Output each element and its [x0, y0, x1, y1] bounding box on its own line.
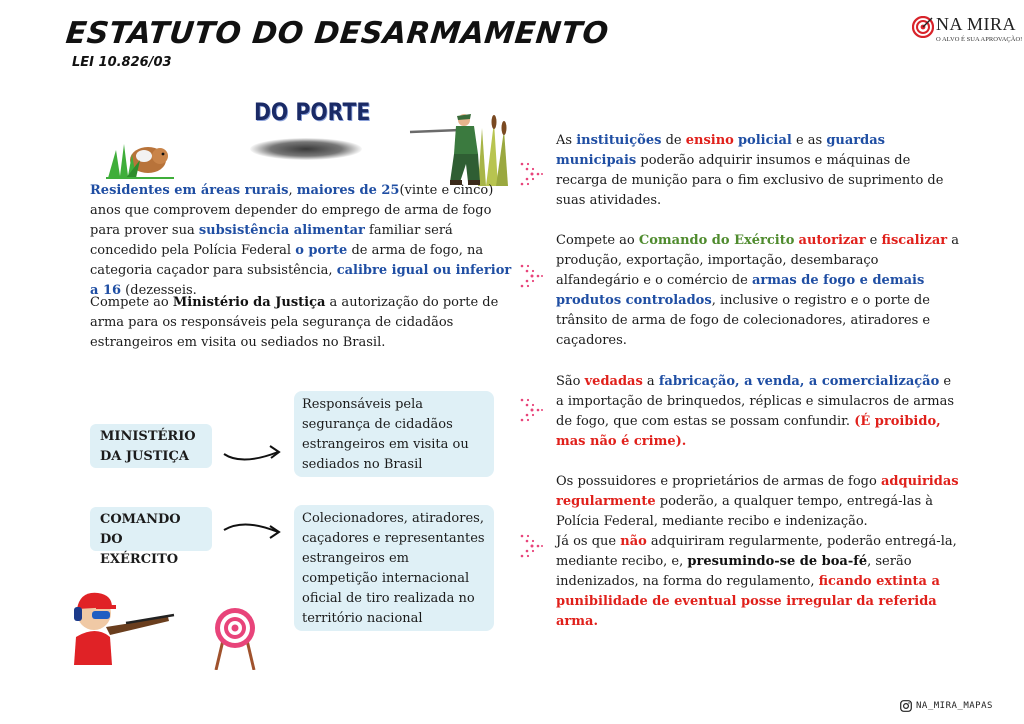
controlled-products-highlight: armas de fogo e demais produtos controlados	[556, 273, 925, 308]
text-span: (vinte e cinco) anos que comprovem depender do emprego de arma de fogo para prover sua	[90, 183, 494, 238]
text-span: familiar será concedido pela Polícia Federal	[90, 223, 453, 258]
law-subtitle: LEI 10.826/03	[72, 55, 172, 70]
target-logo-icon	[912, 16, 934, 38]
caliber-highlight: calibre igual ou inferior a 16	[90, 263, 512, 298]
not-highlight: não	[620, 534, 647, 549]
municipal-guards-highlight: guardas municipais	[556, 133, 885, 168]
chevron-right-icon	[518, 396, 546, 424]
text-span: Os possuidores e proprietários de armas de fogo	[556, 474, 881, 489]
police-highlight: policial	[737, 133, 792, 148]
target-illustration-icon	[212, 606, 258, 670]
text-span: Compete ao	[90, 295, 173, 310]
text-span: poderão adquirir insumos e máquinas de recarga de munição para o fim exclusivo de suprimento de suas atividades.	[556, 153, 944, 208]
page-title: ESTATUTO DO DESARMAMENTO	[64, 16, 611, 51]
age-highlight: maiores de 25	[296, 183, 400, 198]
instagram-icon	[900, 700, 912, 712]
brand-tagline: O ALVO É SUA APROVAÇÃO!	[936, 36, 1023, 43]
text-span: Compete ao	[556, 233, 639, 248]
chevron-right-icon	[518, 160, 546, 188]
curved-arrow-icon	[222, 440, 284, 466]
teaching-highlight: ensino	[685, 133, 734, 148]
brand-logo	[912, 12, 1023, 52]
ministry-label-box: MINISTÉRIO DA JUSTIÇA	[90, 424, 212, 468]
army-command-description-box: Colecionadores, atiradores, caçadores e representantes estrangeiros em competição internacional oficial de tiro realizada no território nacional	[294, 505, 494, 631]
text-span: a autorização do porte de arma para os responsáveis pela segurança de cidadãos estrangeiros em visita ou sediados no Brasil.	[90, 295, 499, 350]
army-command-paragraph	[556, 231, 962, 351]
title-shadow-decoration	[250, 138, 362, 160]
text-span: e	[865, 233, 882, 248]
authorize-highlight: autorizar	[798, 233, 866, 248]
rural-highlight: Residentes em áreas rurais	[90, 183, 289, 198]
subsistence-highlight: subsistência alimentar	[198, 223, 365, 238]
hunter-illustration-icon	[408, 108, 518, 188]
text-span: adquiriram regularmente, poderão entregá-la, mediante recibo, e,	[556, 534, 957, 569]
good-faith-highlight: presumindo-se de boa-fé	[687, 554, 868, 569]
chevron-right-icon	[518, 532, 546, 560]
text-span: , inclusive o registro e o porte de trânsito de arma de fogo de colecionadores, atiradores e caçadores.	[556, 293, 931, 348]
brand-name: NA MIRA	[936, 14, 1017, 34]
text-span: e a importação de brinquedos, réplicas e simulacros de armas de fogo, que com estas se possam confundir.	[556, 374, 955, 429]
institutions-highlight: instituições	[576, 133, 662, 148]
text-span: a	[642, 374, 659, 389]
prohibited-highlight: vedadas	[584, 374, 643, 389]
not-crime-highlight: (É proibido, mas não é crime).	[556, 414, 941, 449]
guinea-pig-illustration-icon	[106, 130, 176, 180]
punishability-highlight: ficando extinta a punibilidade de eventual posse irregular da referida arma.	[556, 574, 940, 629]
regularly-acquired-highlight: adquiridas regularmente	[556, 474, 959, 509]
prohibited-replicas-paragraph	[556, 372, 962, 452]
text-span: de arma de fogo, na categoria caçador para subsistência,	[90, 243, 484, 278]
section-title: DO PORTE	[254, 98, 371, 126]
text-span: , serão indenizados, na forma do regulamento,	[556, 554, 912, 589]
text-span: de	[661, 133, 686, 148]
text-span: As	[556, 133, 577, 148]
instagram-credit	[900, 700, 993, 712]
text-span: São	[556, 374, 585, 389]
porte-highlight: o porte	[295, 243, 348, 258]
text-span: (dezesseis.	[121, 283, 197, 298]
text-span: e as	[791, 133, 827, 148]
ministry-description-box: Responsáveis pela segurança de cidadãos estrangeiros em visita ou sediados no Brasil	[294, 391, 494, 477]
curved-arrow-icon	[222, 518, 284, 544]
text-span: Já os que	[556, 534, 621, 549]
ministry-highlight: Ministério da Justiça	[172, 295, 326, 310]
army-command-highlight: Comando do Exército	[638, 233, 795, 248]
text-span: ,	[288, 183, 297, 198]
chevron-right-icon	[518, 262, 546, 290]
surrender-paragraph	[556, 472, 966, 632]
army-command-label-box: COMANDO DO EXÉRCITO	[90, 507, 212, 551]
instagram-handle: NA_MIRA_MAPAS	[916, 701, 993, 711]
text-span: a produção, exportação, importação, desembaraço alfandegário e o comércio de	[556, 233, 960, 288]
rural-residents-paragraph	[90, 181, 520, 301]
text-span: poderão, a qualquer tempo, entregá-las à Polícia Federal, mediante recibo e indenização.	[556, 494, 933, 529]
ministry-paragraph	[90, 293, 520, 353]
manufacture-highlight: fabricação, a venda, a comercialização	[658, 374, 940, 389]
shooter-illustration-icon	[66, 585, 176, 665]
police-institutions-paragraph	[556, 131, 962, 211]
inspect-highlight: fiscalizar	[881, 233, 948, 248]
